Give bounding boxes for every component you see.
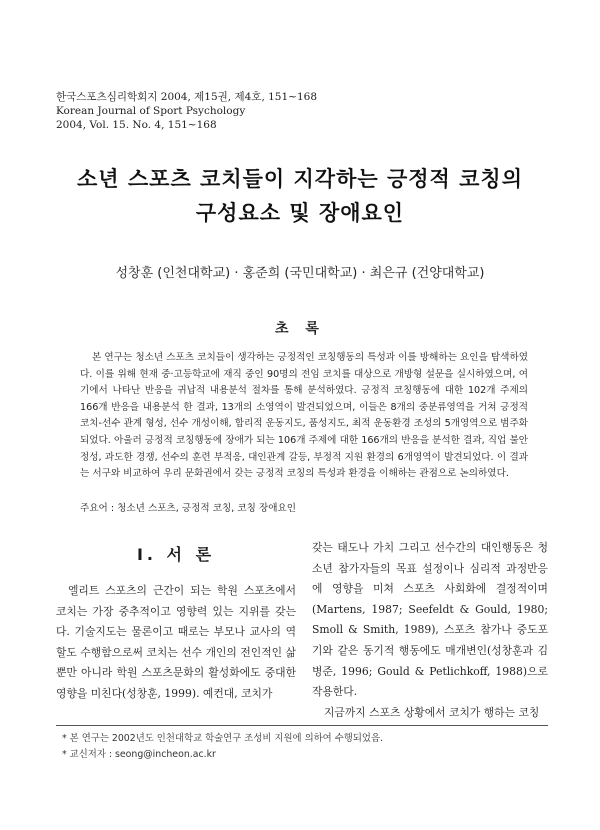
abstract-heading: 초 록 [275, 321, 325, 337]
intro-right-paragraph-2: 지금까지 스포츠 상황에서 코치가 행하는 코칭 [324, 705, 540, 719]
intro-left-column: 엘리트 스포츠의 근간이 되는 학원 스포츠에서 코치는 가장 중추적이고 영향력 있는 지위를 갖는다. 기술지도는 물론이고 때로는 부모나 교사의 역할도 수행함으로써 코치는 선수 개인의 전인적인 삶뿐만 아니라 학원 스포츠문화의 활성화에도 중대한 영향을 미친다(성창훈, 1999). 예컨대, 코치가 [56, 584, 296, 700]
journal-info [56, 90, 317, 132]
journal-line-volume: 2004, Vol. 15. No. 4, 151∼168 [56, 119, 217, 131]
intro-right-column [312, 538, 548, 723]
paper-title-line-2: 구성요소 및 장애요인 [195, 201, 405, 225]
footnote-funding: * 본 연구는 2002년도 인천대학교 학술연구 조성비 지원에 의하여 수행되었음. [62, 733, 383, 744]
abstract-body: 본 연구는 청소년 스포츠 코치들이 생각하는 긍정적인 코칭행동의 특성과 이를 방해하는 요인을 탐색하였다. 이를 위해 현재 중·고등학교에 재직 중인 90명의 전임 코치를 대상으로 개방형 설문을 실시하였으며, 여기에서 나타난 반응을 귀납적 내용분석 절차를 통해 분석하였다. 긍정적 코칭행동에 대한 102개 주제의 166개 반응을 내용분석 한 결과, 13개의 소영역이 발견되었으며, 이들은 8개의 중분류영역을 거쳐 긍정적 코치-선수 관계 형성, 선수 개성이해, 합리적 운동지도, 품성지도, 최적 운동환경 조성의 5개영역으로 범주화되었다. 아울러 긍정적 코칭행동에 장애가 되는 106개 주제에 대한 166개의 반응을 분석한 결과, 직업 불안정성, 과도한 경쟁, 선수의 훈련 부적응, 대인관계 갈등, 부정적 지원 환경의 6개영역이 발견되었다. 이 결과는 서구와 비교하여 우리 문화권에서 갖는 긍정적 코칭의 특성과 환경을 이해하는 관점으로 논의하였다. [80, 352, 528, 480]
paper-title-line-1: 소년 스포츠 코치들이 지각하는 긍정적 코칭의 [77, 167, 523, 191]
footnote-divider [56, 725, 548, 726]
journal-line-english: Korean Journal of Sport Psychology [56, 105, 246, 117]
footnote-corresponding-author: * 교신저자 : seong@incheon.ac.kr [62, 749, 216, 760]
journal-line-korean: 한국스포츠심리학회지 2004, 제15권, 제4호, 151∼168 [56, 91, 318, 103]
intro-right-paragraph-1: 갖는 태도나 가치 그리고 선수간의 대인행동은 청소년 참가자들의 목표 설정이나 심리적 과정반응에 영향을 미쳐 스포츠 사회화에 결정적이며 (Martens, 1987; Seefeldt & Gould, 1980; Smoll & Smith, 1989), 스포츠 참가나 중도포기와 같은 동기적 행동에도 매개변인(성창훈과 김병준, 1996; Gould & Petlichkoff, 1988)으로 작용한다. [312, 541, 548, 699]
section-heading-introduction: Ⅰ. 서 론 [136, 545, 216, 564]
author-list: 성창훈 (인천대학교) · 홍준희 (국민대학교) · 최은규 (건양대학교) [115, 266, 485, 281]
keywords: 주요어 : 청소년 스포츠, 긍정적 코칭, 코칭 장애요인 [80, 503, 297, 514]
